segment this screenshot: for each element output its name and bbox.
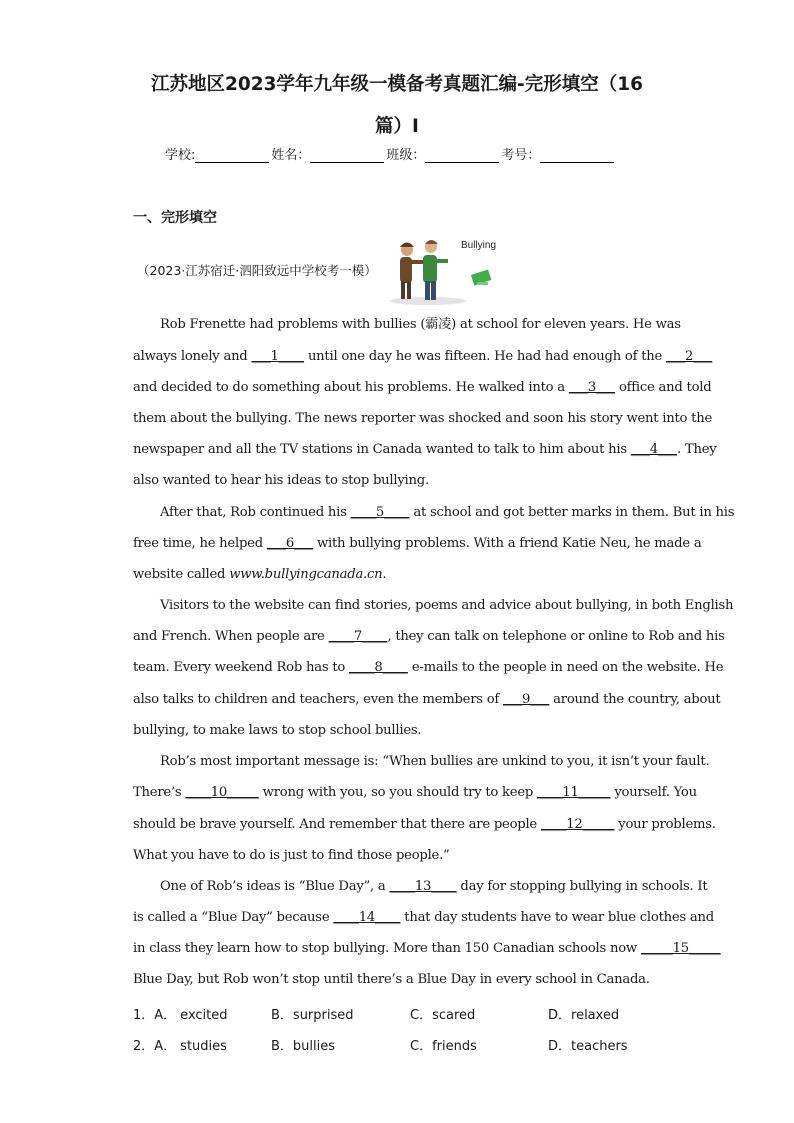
website-url: www.bullyingcanada.cn xyxy=(229,567,383,582)
blank-11[interactable]: ____11_____ xyxy=(537,785,611,800)
blank-1[interactable]: ___1____ xyxy=(251,349,304,364)
question-2-option-a[interactable]: 2．A． studies xyxy=(133,1039,227,1054)
number-label: 考号： xyxy=(501,148,541,163)
passage-line: should be brave yourself. And remember that there are people ____12_____ your problems. xyxy=(133,817,716,832)
question-2-option-d[interactable]: D．teachers xyxy=(548,1039,628,1054)
name-label: 姓名： xyxy=(271,148,311,163)
question-2-option-c[interactable]: C．friends xyxy=(410,1039,477,1054)
passage-line: also talks to children and teachers, even the members of ___9___ around the country, about xyxy=(133,692,721,707)
page-title-line-2: 篇）Ⅰ xyxy=(375,116,419,137)
school-label: 学校: xyxy=(165,148,196,163)
passage-line: Blue Day, but Rob won’t stop until there’s a Blue Day in every school in Canada. xyxy=(133,972,650,987)
blank-9[interactable]: ___9___ xyxy=(503,692,550,707)
passage-line: website called www.bullyingcanada.cn. xyxy=(133,567,387,582)
question-2-option-b[interactable]: B．bullies xyxy=(271,1039,336,1054)
passage-line: bullying, to make laws to stop school bullies. xyxy=(133,723,422,738)
blank-3[interactable]: ___3___ xyxy=(568,380,616,395)
passage-line: also wanted to hear his ideas to stop bullying. xyxy=(133,473,429,488)
blank-7[interactable]: ____7____ xyxy=(328,629,388,644)
blank-2[interactable]: ___2___ xyxy=(665,349,713,364)
question-1-option-b[interactable]: B．surprised xyxy=(271,1008,354,1023)
passage-line: One of Rob’s ideas is “Blue Day”, a ____13____ day for stopping bullying in schools. It xyxy=(160,879,708,894)
blank-12[interactable]: ____12_____ xyxy=(540,817,615,832)
blank-10[interactable]: ____10_____ xyxy=(185,785,259,800)
passage-line: team. Every weekend Rob has to ____8____ e-mails to the people in need on the website. He xyxy=(133,660,724,675)
source-note: （2023·江苏宿迁·泗阳致远中学校考一模） xyxy=(137,263,377,278)
passage-line: always lonely and ___1____ until one day he was fifteen. He had had enough of the ___2___ xyxy=(133,349,713,364)
passage-line: is called a “Blue Day” because ____14____ that day students have to wear blue clothes and xyxy=(133,910,714,925)
blank-5[interactable]: ____5____ xyxy=(350,505,410,520)
blank-6[interactable]: ___6___ xyxy=(266,536,314,551)
blank-13[interactable]: ____13____ xyxy=(389,879,457,894)
passage-line: Visitors to the website can find stories, poems and advice about bullying, in both English xyxy=(160,598,734,613)
passage-line: Rob Frenette had problems with bullies (霸凌) at school for eleven years. He was xyxy=(160,317,681,332)
blank-15[interactable]: _____15_____ xyxy=(640,941,721,956)
passage-line: and decided to do something about his problems. He walked into a ___3___ office and told xyxy=(133,380,712,395)
passage-line: them about the bullying. The news reporter was shocked and soon his story went into the xyxy=(133,411,713,426)
passage-line: After that, Rob continued his ____5____ at school and got better marks in them. But in his xyxy=(160,505,735,520)
student-info-row xyxy=(165,144,616,163)
question-1-option-d[interactable]: D．relaxed xyxy=(548,1008,620,1023)
passage-line: newspaper and all the TV stations in Canada wanted to talk to him about his ___4___. They xyxy=(133,442,717,457)
school-field[interactable] xyxy=(195,148,269,163)
passage-line: and French. When people are ____7____, they can talk on telephone or online to Rob and his xyxy=(133,629,725,644)
section-heading: 一、完形填空 xyxy=(133,210,217,226)
blank-4[interactable]: ___4___ xyxy=(630,442,678,457)
passage-line: in class they learn how to stop bullying. More than 150 Canadian schools now _____15_____ xyxy=(133,941,721,956)
page-title-line-1: 江苏地区2023学年九年级一模备考真题汇编-完形填空（16 xyxy=(151,74,643,95)
passage-line: Rob’s most important message is: “When bullies are unkind to you, it isn’t your fault. xyxy=(160,754,710,769)
bullying-illustration xyxy=(388,227,506,307)
illustration-caption: Bullying xyxy=(461,240,497,251)
passage-line: There’s ____10_____ wrong with you, so you should try to keep ____11_____ yourself. You xyxy=(133,785,697,800)
name-field[interactable] xyxy=(310,148,384,163)
blank-14[interactable]: ____14____ xyxy=(333,910,401,925)
passage-line: What you have to do is just to find those people.” xyxy=(133,848,450,863)
passage-line: free time, he helped ___6___ with bullying problems. With a friend Katie Neu, he made a xyxy=(133,536,702,551)
question-1-option-c[interactable]: C．scared xyxy=(410,1008,476,1023)
blank-8[interactable]: ____8____ xyxy=(349,660,408,675)
question-1-option-a[interactable]: 1．A． excited xyxy=(133,1008,228,1023)
class-label: 班级： xyxy=(386,148,426,163)
number-field[interactable] xyxy=(540,148,614,163)
class-field[interactable] xyxy=(425,148,499,163)
